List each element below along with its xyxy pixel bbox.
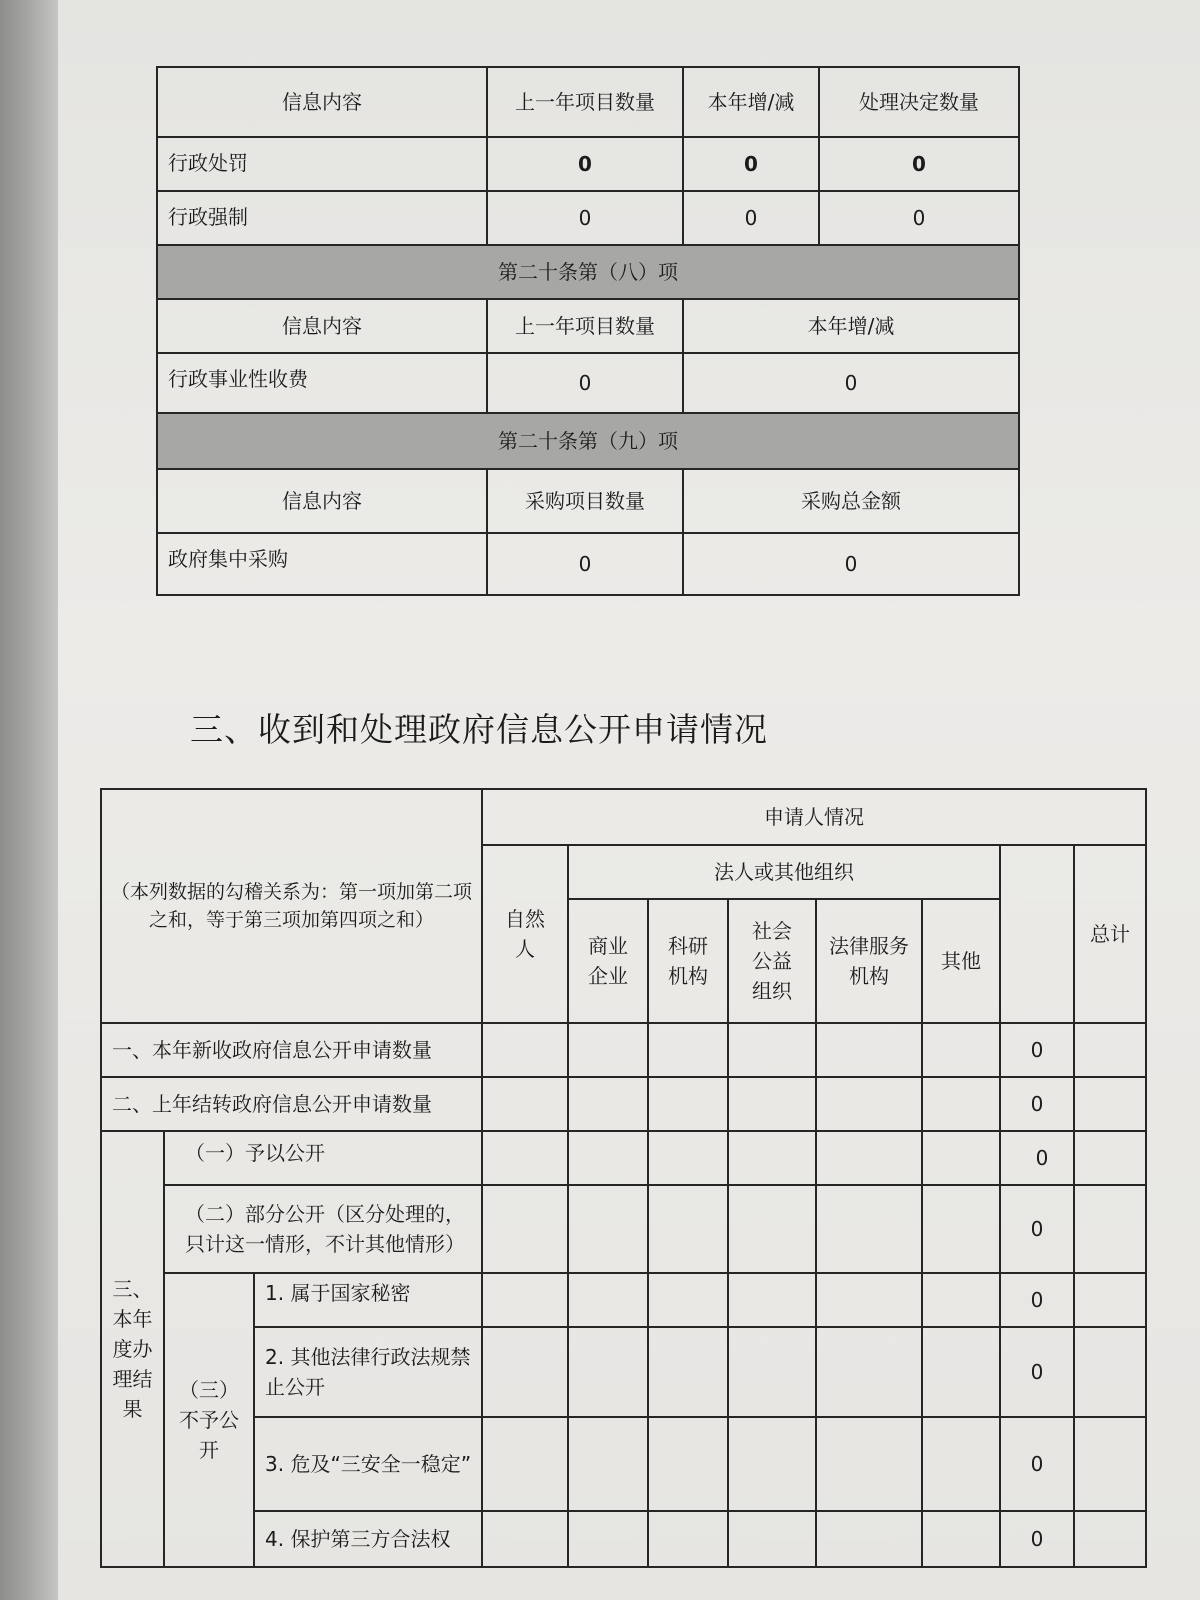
header-prev-year-count: 上一年项目数量 — [487, 67, 683, 137]
header-info-content: 信息内容 — [157, 469, 487, 533]
cell-value: 0 — [1000, 1131, 1074, 1185]
cell-value: 0 — [1000, 1273, 1074, 1327]
table-row — [101, 1185, 1146, 1273]
section9-header-row — [157, 469, 1019, 533]
row-label: 2. 其他法律行政法规禁止公开 — [254, 1327, 482, 1417]
section-title: 三、收到和处理政府信息公开申请情况 — [190, 710, 768, 749]
book-spine-shadow — [0, 0, 58, 1600]
cell-value: 0 — [819, 137, 1019, 191]
row-label: 行政事业性收费 — [157, 353, 487, 413]
applicant-header: 申请人情况 — [482, 789, 1146, 845]
org-type-legal-service: 法律服务机构 — [816, 899, 922, 1023]
group3-label: 三、本年度办理结果 — [101, 1131, 164, 1567]
cell-value: 0 — [683, 137, 819, 191]
legal-org-header: 法人或其他组织 — [568, 845, 1000, 899]
section9-title: 第二十条第（九）项 — [157, 413, 1019, 469]
header-procurement-count: 采购项目数量 — [487, 469, 683, 533]
cell-value: 0 — [487, 137, 683, 191]
row-label: （一）予以公开 — [164, 1131, 482, 1185]
cell-value: 0 — [1000, 1077, 1074, 1131]
natural-person-header: 自然人 — [482, 845, 568, 1023]
row-label: 政府集中采购 — [157, 533, 487, 595]
table-row — [101, 1273, 1146, 1327]
table2-header-row-1 — [101, 789, 1146, 845]
cell-value: 0 — [487, 533, 683, 595]
cell-value: 0 — [1000, 1185, 1074, 1273]
table-row — [157, 191, 1019, 245]
sub3-label: （三）不予公开 — [164, 1273, 254, 1567]
disclosure-items-table — [156, 66, 1020, 596]
cell-value: 0 — [683, 353, 1019, 413]
cell-value: 0 — [1000, 1327, 1074, 1417]
row-label: 1. 属于国家秘密 — [254, 1273, 482, 1327]
header-year-change: 本年增/减 — [683, 67, 819, 137]
row-label: 行政处罚 — [157, 137, 487, 191]
table-row — [101, 1417, 1146, 1511]
header-prev-year-count: 上一年项目数量 — [487, 299, 683, 353]
table1-header-row — [157, 67, 1019, 137]
header-year-change: 本年增/减 — [683, 299, 1019, 353]
row-label: （二）部分公开（区分处理的，只计这一情形，不计其他情形） — [164, 1185, 482, 1273]
table-row — [157, 137, 1019, 191]
org-type-research: 科研机构 — [648, 899, 728, 1023]
corner-note: （本列数据的勾稽关系为：第一项加第二项之和，等于第三项加第四项之和） — [101, 789, 482, 1023]
row-label: 3. 危及“三安全一稳定” — [254, 1417, 482, 1511]
section-band-row — [157, 413, 1019, 469]
org-type-public-welfare: 社会公益组织 — [728, 899, 816, 1023]
row-label: 二、上年结转政府信息公开申请数量 — [101, 1077, 482, 1131]
table-row — [101, 1131, 1146, 1185]
org-type-business: 商业企业 — [568, 899, 648, 1023]
header-info-content: 信息内容 — [157, 67, 487, 137]
section8-header-row — [157, 299, 1019, 353]
table-row — [101, 1327, 1146, 1417]
header-decision-count: 处理决定数量 — [819, 67, 1019, 137]
cell-value: 0 — [683, 533, 1019, 595]
table-row — [101, 1511, 1146, 1567]
cell-value: 0 — [487, 191, 683, 245]
cell-value: 0 — [487, 353, 683, 413]
cell-value: 0 — [1000, 1023, 1074, 1077]
row-label: 4. 保护第三方合法权 — [254, 1511, 482, 1567]
empty-cell — [1000, 845, 1074, 1023]
cell-value: 0 — [683, 191, 819, 245]
table-row — [101, 1023, 1146, 1077]
cell-value: 0 — [1000, 1417, 1074, 1511]
header-procurement-amount: 采购总金额 — [683, 469, 1019, 533]
total-header: 总计 — [1074, 845, 1146, 1023]
table-row — [101, 1077, 1146, 1131]
cell-value: 0 — [819, 191, 1019, 245]
section8-title: 第二十条第（八）项 — [157, 245, 1019, 299]
row-label: 行政强制 — [157, 191, 487, 245]
table-row — [157, 533, 1019, 595]
cell-value: 0 — [1000, 1511, 1074, 1567]
row-label: 一、本年新收政府信息公开申请数量 — [101, 1023, 482, 1077]
table-row — [157, 353, 1019, 413]
section-band-row — [157, 245, 1019, 299]
document-page — [58, 0, 1200, 1600]
header-info-content: 信息内容 — [157, 299, 487, 353]
applications-table — [100, 788, 1147, 1568]
org-type-other: 其他 — [922, 899, 1000, 1023]
